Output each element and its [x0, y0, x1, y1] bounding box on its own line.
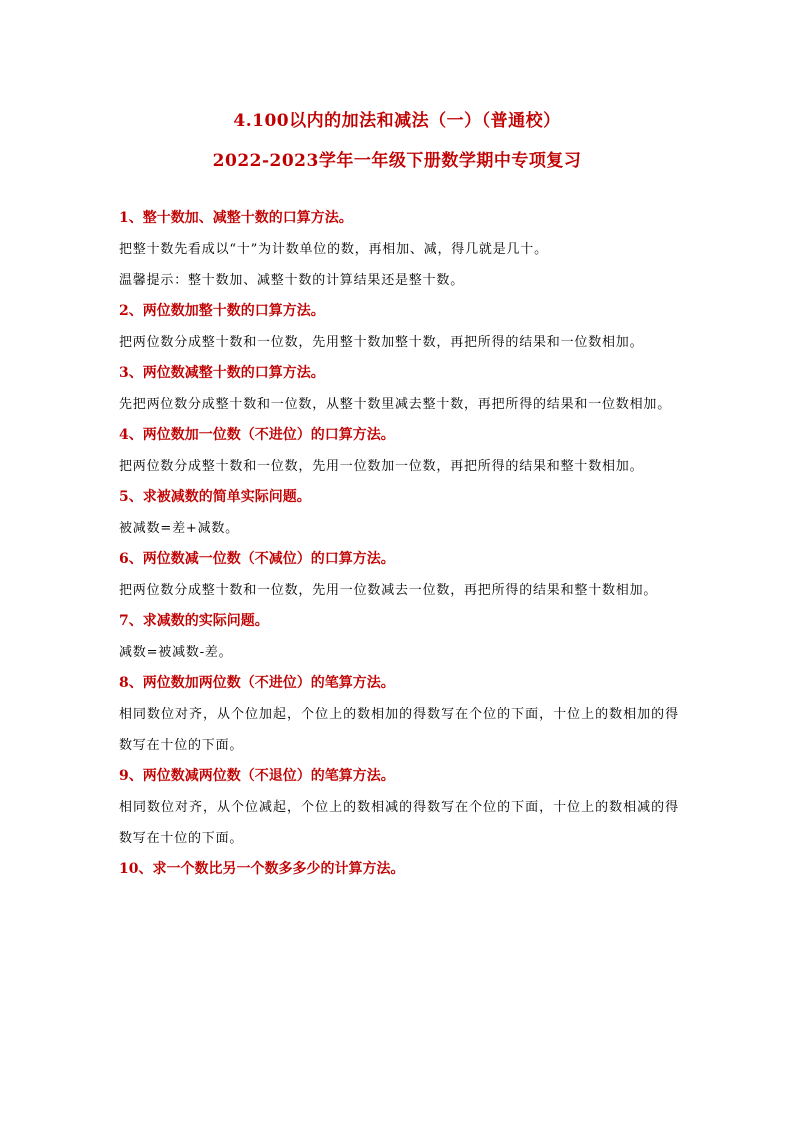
section-paragraph: 把整十数先看成以“十”为计数单位的数，再相加、减，得几就是几十。	[119, 242, 548, 257]
section-5	[119, 482, 679, 544]
section-paragraph: 减数=被减数-差。	[119, 645, 233, 660]
section-paragraph: 相同数位对齐，从个位减起，个位上的数相减的得数写在个位的下面，十位上的数相减的得数写在十位的下面。	[119, 800, 679, 846]
section-paragraph: 温馨提示：整十数加、减整十数的计算结果还是整十数。	[119, 273, 465, 288]
section-paragraph: 先把两位数分成整十数和一位数，从整十数里减去整十数，再把所得的结果和一位数相加。	[119, 397, 672, 412]
section-paragraph: 把两位数分成整十数和一位数，先用一位数加一位数，再把所得的结果和整十数相加。	[119, 459, 644, 474]
section-heading: 1、整十数加、减整十数的口算方法。	[119, 210, 353, 226]
document-subtitle: 2022-2023学年一年级下册数学期中专项复习	[212, 151, 582, 171]
section-heading: 4、两位数加一位数（不进位）的口算方法。	[119, 427, 395, 443]
section-heading: 9、两位数减两位数（不退位）的笔算方法。	[119, 768, 395, 784]
section-paragraph: 相同数位对齐，从个位加起，个位上的数相加的得数写在个位的下面，十位上的数相加的得数写在十位的下面。	[119, 707, 679, 753]
section-heading: 5、求被减数的简单实际问题。	[119, 489, 311, 505]
section-6	[119, 544, 679, 606]
section-9	[119, 761, 679, 854]
section-1	[119, 203, 679, 296]
section-heading: 10、求一个数比另一个数多多少的计算方法。	[119, 861, 405, 877]
section-heading: 7、求减数的实际问题。	[119, 613, 269, 629]
section-7	[119, 606, 679, 668]
section-3	[119, 358, 679, 420]
section-paragraph: 把两位数分成整十数和一位数，先用一位数减去一位数，再把所得的结果和整十数相加。	[119, 583, 658, 598]
section-heading: 2、两位数加整十数的口算方法。	[119, 303, 325, 319]
section-heading: 3、两位数减整十数的口算方法。	[119, 365, 325, 381]
section-heading: 8、两位数加两位数（不进位）的笔算方法。	[119, 675, 395, 691]
document-title: 4.100以内的加法和减法（一）（普通校）	[233, 111, 561, 131]
section-2	[119, 296, 679, 358]
section-paragraph: 被减数=差+减数。	[119, 521, 239, 536]
document-content	[119, 203, 679, 885]
section-paragraph: 把两位数分成整十数和一位数，先用整十数加整十数，再把所得的结果和一位数相加。	[119, 335, 644, 350]
section-heading: 6、两位数减一位数（不减位）的口算方法。	[119, 551, 395, 567]
section-8	[119, 668, 679, 761]
section-10	[119, 854, 679, 885]
section-4	[119, 420, 679, 482]
